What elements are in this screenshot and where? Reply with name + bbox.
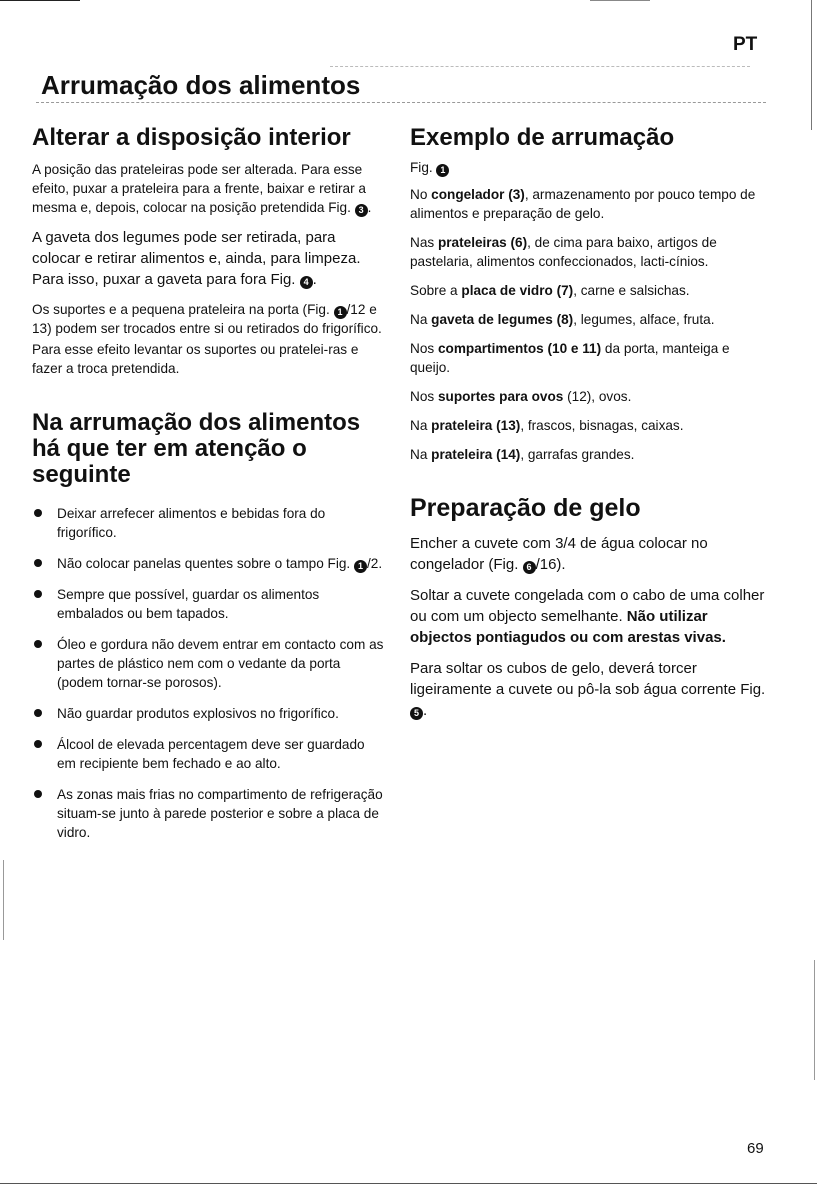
para-ice-release-text: Soltar a cuvete congelada com o cabo de uma colher ou com um objecto semelhante. (410, 587, 765, 625)
para-ice-fill-end: /16). (535, 556, 566, 573)
fig-1-icon: 1 (354, 560, 367, 573)
list-item-text: Sempre que possível, guardar os alimentos embalados ou bem tapados. (57, 586, 320, 621)
item-bold: placa de vidro (7) (461, 283, 574, 298)
example-item (410, 185, 770, 223)
para-ice-cubes-text: Para soltar os cubos de gelo, deverá torcer ligeiramente a cuvete ou pô-la sob água corrente Fig. (410, 660, 766, 698)
heading-ice: Preparação de gelo (410, 494, 641, 522)
item-pre: No (410, 187, 432, 202)
para-ice-fill (410, 533, 770, 575)
example-item (410, 310, 770, 329)
fig-6-icon: 6 (523, 561, 536, 574)
list-item (32, 735, 384, 773)
list-item-text-end: /2. (366, 555, 383, 571)
top-left-rule (0, 0, 80, 1)
item-pre: Nas (410, 235, 438, 250)
right-edge-line (811, 0, 812, 130)
heading-attention: Na arrumação dos alimentos há que ter em atenção o seguinte (32, 409, 361, 488)
fig-1-icon: 1 (334, 306, 347, 319)
item-post: da porta, manteiga e queijo. (410, 341, 730, 375)
item-pre: Sobre a (410, 283, 462, 298)
para-ice-fill-text: Encher a cuvete com 3/4 de água colocar no congelador (Fig. (410, 535, 708, 573)
para-swap: Para esse efeito levantar os suportes ou pratelei-ras e fazer a troca pretendida. (32, 342, 359, 376)
item-bold: gaveta de legumes (8) (431, 312, 574, 327)
list-item (32, 504, 384, 542)
para-shelves-text: A posição das prateleiras pode ser alterada. Para esse efeito, puxar a prateleira para a frente, baixar e retirar a mesma e, depois, colocar na posição pretendida Fig. (32, 162, 366, 215)
item-bold: prateleiras (6) (437, 235, 528, 250)
item-bold: prateleira (13) (431, 418, 521, 433)
example-item (410, 281, 770, 300)
list-item-text: Deixar arrefecer alimentos e bebidas fora do frigorífico. (57, 505, 326, 540)
heading-example: Exemplo de arrumação (410, 124, 675, 151)
item-post: (12), ovos. (563, 389, 632, 404)
page-section-title: Arrumação dos alimentos (41, 70, 361, 100)
example-item (410, 387, 770, 406)
para-ice-release (410, 585, 770, 648)
header-topline (330, 66, 750, 67)
list-item-text: As zonas mais frias no compartimento de refrigeração situam-se junto à parede posterior e sobre a placa de vidro. (57, 786, 383, 840)
para-ice-cubes (410, 658, 770, 721)
example-item (410, 339, 770, 377)
item-post: , armazenamento por pouco tempo de alimentos e preparação de gelo. (410, 187, 756, 221)
list-item-text: Não guardar produtos explosivos no frigorífico. (57, 705, 339, 721)
para-supports (32, 300, 384, 338)
bottom-rule (0, 1183, 817, 1184)
item-pre: Nos (410, 341, 438, 356)
para-shelves-end: . (367, 200, 372, 215)
para-ice-warning: Não utilizar objectos pontiagudos ou com arestas vivas. (410, 608, 726, 646)
list-item-text: Óleo e gordura não devem entrar em contacto com as partes de plástico nem com o vedante da porta (podem tornar-se porosos). (57, 636, 384, 690)
attention-list (32, 504, 384, 842)
item-bold: suportes para ovos (437, 389, 564, 404)
fig-label: Fig. (410, 160, 437, 175)
page-number: 69 (747, 1140, 764, 1157)
item-pre: Na (410, 312, 432, 327)
example-item (410, 233, 770, 271)
item-bold: congelador (3) (431, 187, 525, 202)
item-bold: compartimentos (10 e 11) (437, 341, 602, 356)
list-item-text: Álcool de elevada percentagem deve ser guardado em recipiente bem fechado e ao alto. (57, 736, 365, 771)
para-supports-text-b: /12 e 13) podem ser trocados entre si ou retirados do frigorífico. (32, 302, 382, 336)
fig-4-icon: 4 (300, 276, 313, 289)
example-fig-ref (410, 158, 770, 177)
item-bold: prateleira (14) (431, 447, 521, 462)
item-pre: Na (410, 447, 432, 462)
item-post: , carne e salsichas. (573, 283, 690, 298)
right-column (410, 126, 770, 731)
language-tab: PT (733, 34, 758, 55)
list-item (32, 585, 384, 623)
example-item (410, 416, 770, 435)
item-post: , garrafas grandes. (520, 447, 635, 462)
list-item (32, 554, 384, 573)
heading-interior: Alterar a disposição interior (32, 124, 351, 151)
item-post: , legumes, alface, fruta. (573, 312, 715, 327)
example-item (410, 445, 770, 464)
para-shelves (32, 160, 384, 217)
para-supports-text-a: Os suportes e a pequena prateleira na porta (Fig. (32, 302, 334, 317)
item-post: , frascos, bisnagas, caixas. (520, 418, 684, 433)
item-pre: Na (410, 418, 432, 433)
list-item (32, 635, 384, 692)
list-item-text: Não colocar panelas quentes sobre o tampo Fig. (57, 555, 354, 571)
header-underline (36, 102, 766, 103)
list-item (32, 785, 384, 842)
left-edge-line (3, 860, 4, 940)
para-drawer-text: A gaveta dos legumes pode ser retirada, para colocar e retirar alimentos e, ainda, para limpeza. Para isso, puxar a gaveta para fora Fig. (32, 229, 361, 288)
para-drawer-end: . (312, 271, 317, 288)
left-column (32, 126, 384, 854)
fig-5-icon: 5 (410, 707, 423, 720)
item-pre: Nos (410, 389, 438, 404)
fig-1-icon: 1 (436, 164, 449, 177)
para-drawer (32, 227, 384, 290)
top-right-rule (590, 0, 650, 1)
fig-3-icon: 3 (355, 204, 368, 217)
para-ice-cubes-end: . (423, 702, 428, 719)
item-post: , de cima para baixo, artigos de pastelaria, alimentos confeccionados, lacti-cínios. (410, 235, 717, 269)
list-item (32, 704, 384, 723)
right-edge-line-lower (814, 960, 815, 1080)
